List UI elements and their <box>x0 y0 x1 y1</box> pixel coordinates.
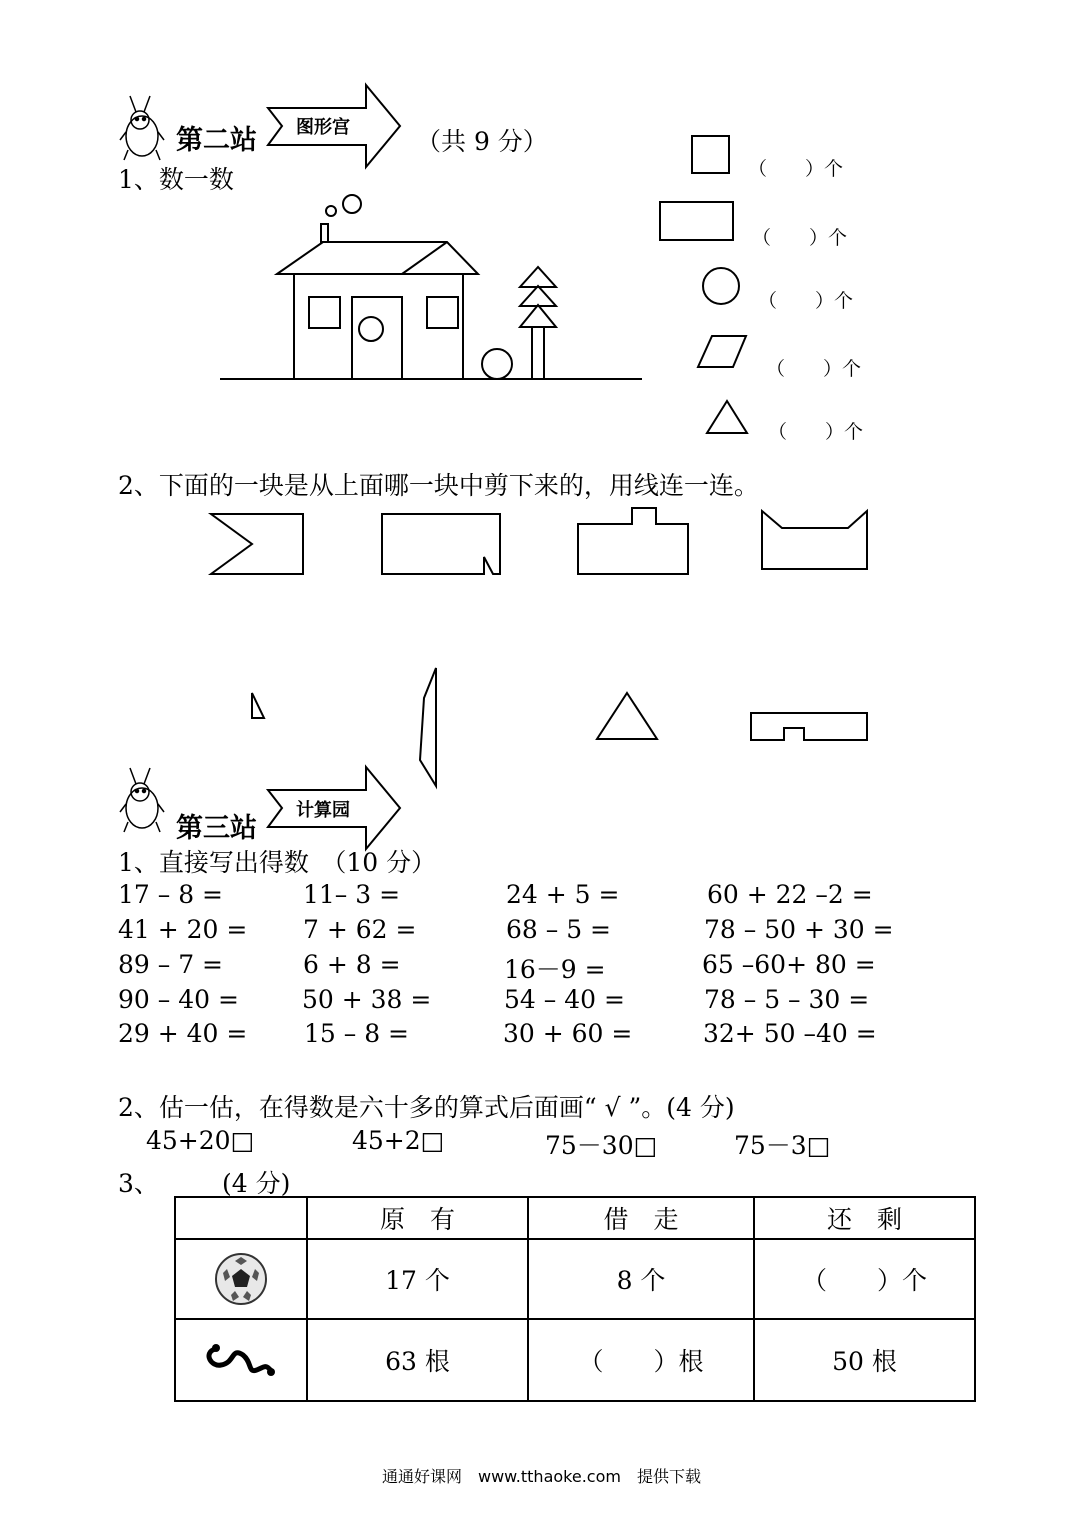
square-icon <box>692 136 729 173</box>
station3-q3-score: (4 分) <box>222 1169 291 1198</box>
estimate-item: 75－3□ <box>734 1131 831 1160</box>
triangle-icon <box>707 401 747 433</box>
calc-item: 54 – 40 = <box>504 985 625 1014</box>
table-header-cell: 还 剩 <box>754 1197 975 1239</box>
station2-q1: 1、数一数 <box>118 165 234 194</box>
station3-q3-label: 3、 <box>118 1169 159 1198</box>
soccer-ball-icon <box>211 1249 271 1309</box>
shape-arrow-notch <box>211 514 303 574</box>
table-icon-cell <box>175 1239 307 1319</box>
calc-item: 41 + 20 = <box>118 915 248 944</box>
calc-item: 7 + 62 = <box>303 915 417 944</box>
station3-title: 第三站 <box>176 813 257 844</box>
calc-item: 60 + 22 –2 = <box>707 880 873 909</box>
station3-q1: 1、直接写出得数 （10 分） <box>118 848 437 877</box>
table-cell: （ ）个 <box>754 1239 975 1319</box>
station3-banner-label: 计算园 <box>296 800 350 821</box>
table-cell: （ ）根 <box>528 1319 754 1401</box>
table-header-cell <box>175 1197 307 1239</box>
calc-item: 15 – 8 = <box>304 1019 410 1048</box>
piece-triangle <box>597 693 657 739</box>
rabbit-icon <box>120 96 164 160</box>
table-cell: 17 个 <box>307 1239 528 1319</box>
table-header-row <box>175 1197 975 1239</box>
estimate-item: 45+20□ <box>146 1126 255 1155</box>
table-row <box>175 1239 975 1319</box>
calc-item: 65 –60+ 80 = <box>702 950 876 979</box>
parallelogram-count: （ ）个 <box>766 358 862 380</box>
square-count: （ ）个 <box>748 158 844 180</box>
calc-item: 6 + 8 = <box>303 950 401 979</box>
calc-item: 78 – 5 – 30 = <box>704 985 870 1014</box>
calc-item: 32+ 50 –40 = <box>703 1019 877 1048</box>
borrow-table <box>174 1196 976 1402</box>
estimate-item: 75－30□ <box>545 1131 658 1160</box>
piece-rect-gap <box>751 713 867 740</box>
rope-icon <box>201 1335 281 1385</box>
shape-rect-notch <box>382 514 500 574</box>
station2-title: 第二站 <box>176 125 257 156</box>
table-cell: 50 根 <box>754 1319 975 1401</box>
calc-item: 50 + 38 = <box>302 985 432 1014</box>
estimate-item: 45+2□ <box>352 1126 445 1155</box>
table-row <box>175 1319 975 1401</box>
calc-item: 16－9 = <box>504 955 606 984</box>
calc-item: 78 – 50 + 30 = <box>704 915 894 944</box>
rectangle-count: （ ）个 <box>752 227 848 249</box>
calc-item: 68 – 5 = <box>506 915 612 944</box>
triangle-count: （ ）个 <box>768 421 864 443</box>
circle-count: （ ）个 <box>758 290 854 312</box>
calc-item: 30 + 60 = <box>503 1019 633 1048</box>
station2-banner-label: 图形宫 <box>296 117 350 138</box>
table-cell: 8 个 <box>528 1239 754 1319</box>
table-header-cell: 借 走 <box>528 1197 754 1239</box>
calc-item: 89 – 7 = <box>118 950 224 979</box>
parallelogram-icon <box>698 336 746 367</box>
table-cell: 63 根 <box>307 1319 528 1401</box>
house-scene <box>220 195 642 379</box>
calc-item: 17 – 8 = <box>118 880 224 909</box>
rabbit-icon <box>120 768 164 832</box>
circle-icon <box>703 268 739 304</box>
calc-item: 11– 3 = <box>303 880 401 909</box>
shape-rect-ears <box>762 511 867 569</box>
station2-q2: 2、下面的一块是从上面哪一块中剪下来的，用线连一连。 <box>118 471 759 500</box>
table-icon-cell <box>175 1319 307 1401</box>
calc-item: 24 + 5 = <box>506 880 620 909</box>
calc-item: 29 + 40 = <box>118 1019 248 1048</box>
station2-score: （共 9 分） <box>416 127 548 156</box>
station3-q2: 2、估一估，在得数是六十多的算式后面画“ √ ”。(4 分) <box>118 1093 735 1122</box>
calc-item: 90 – 40 = <box>118 985 239 1014</box>
shape-rect-bump <box>578 508 688 574</box>
footer-text: 通通好课网 www.tthaoke.com 提供下载 <box>382 1467 701 1486</box>
piece-thin-quad <box>420 668 436 786</box>
table-header-cell: 原 有 <box>307 1197 528 1239</box>
rectangle-icon <box>660 202 733 240</box>
piece-small-triangle <box>252 693 264 718</box>
